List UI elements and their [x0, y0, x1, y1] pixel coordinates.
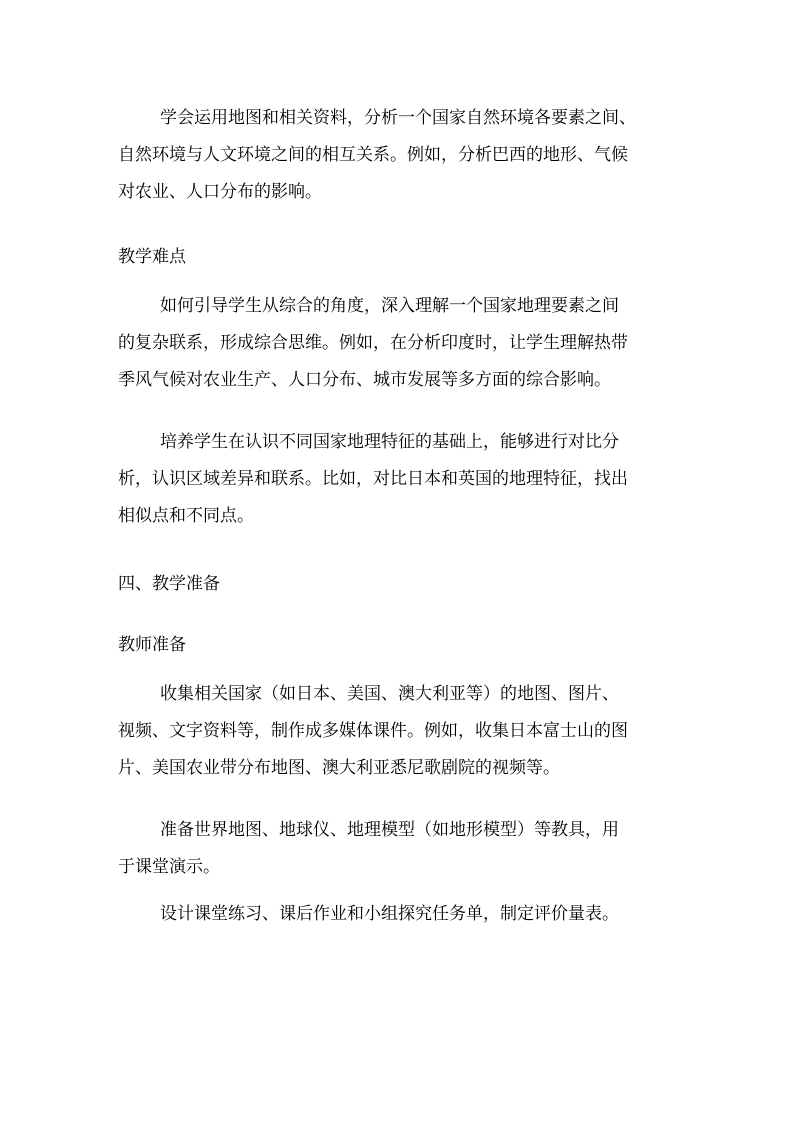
paragraph-collect-materials	[118, 676, 678, 787]
paragraph-line: 析，认识区域差异和联系。比如，对比日本和英国的地理特征，找出	[118, 469, 628, 489]
paragraph-comparative-analysis	[118, 424, 678, 535]
paragraph-line: 自然环境与人文环境之间的相互关系。例如，分析巴西的地形、气候	[118, 145, 628, 165]
paragraph-line: 的复杂联系，形成综合思维。例如，在分析印度时，让学生理解热带	[118, 333, 628, 353]
paragraph-line: 于课堂演示。	[118, 857, 220, 877]
paragraph-line: 片、美国农业带分布地图、澳大利亚悉尼歌剧院的视频等。	[118, 758, 560, 778]
heading-teacher-preparation: 教师准备	[118, 635, 186, 655]
paragraph-line: 准备世界地图、地球仪、地理模型（如地形模型）等教具，用	[160, 820, 619, 840]
paragraph-line: 视频、文字资料等，制作成多媒体课件。例如，收集日本富士山的图	[118, 721, 628, 741]
paragraph-exercises-design	[118, 896, 678, 933]
paragraph-comprehensive-thinking	[118, 288, 678, 399]
heading-section-teaching-preparation: 四、教学准备	[118, 574, 220, 594]
paragraph-analysis-skills	[118, 100, 678, 211]
paragraph-line: 设计课堂练习、课后作业和小组探究任务单，制定评价量表。	[160, 904, 619, 924]
paragraph-line: 对农业、人口分布的影响。	[118, 182, 322, 202]
paragraph-line: 相似点和不同点。	[118, 506, 254, 526]
heading-teaching-difficulty: 教学难点	[118, 247, 186, 267]
paragraph-line: 学会运用地图和相关资料，分析一个国家自然环境各要素之间、	[160, 108, 636, 128]
paragraph-line: 季风气候对农业生产、人口分布、城市发展等多方面的综合影响。	[118, 370, 611, 390]
paragraph-line: 收集相关国家（如日本、美国、澳大利亚等）的地图、图片、	[160, 684, 619, 704]
paragraph-line: 如何引导学生从综合的角度，深入理解一个国家地理要素之间	[160, 296, 619, 316]
paragraph-teaching-aids	[118, 812, 678, 886]
paragraph-line: 培养学生在认识不同国家地理特征的基础上，能够进行对比分	[160, 432, 619, 452]
